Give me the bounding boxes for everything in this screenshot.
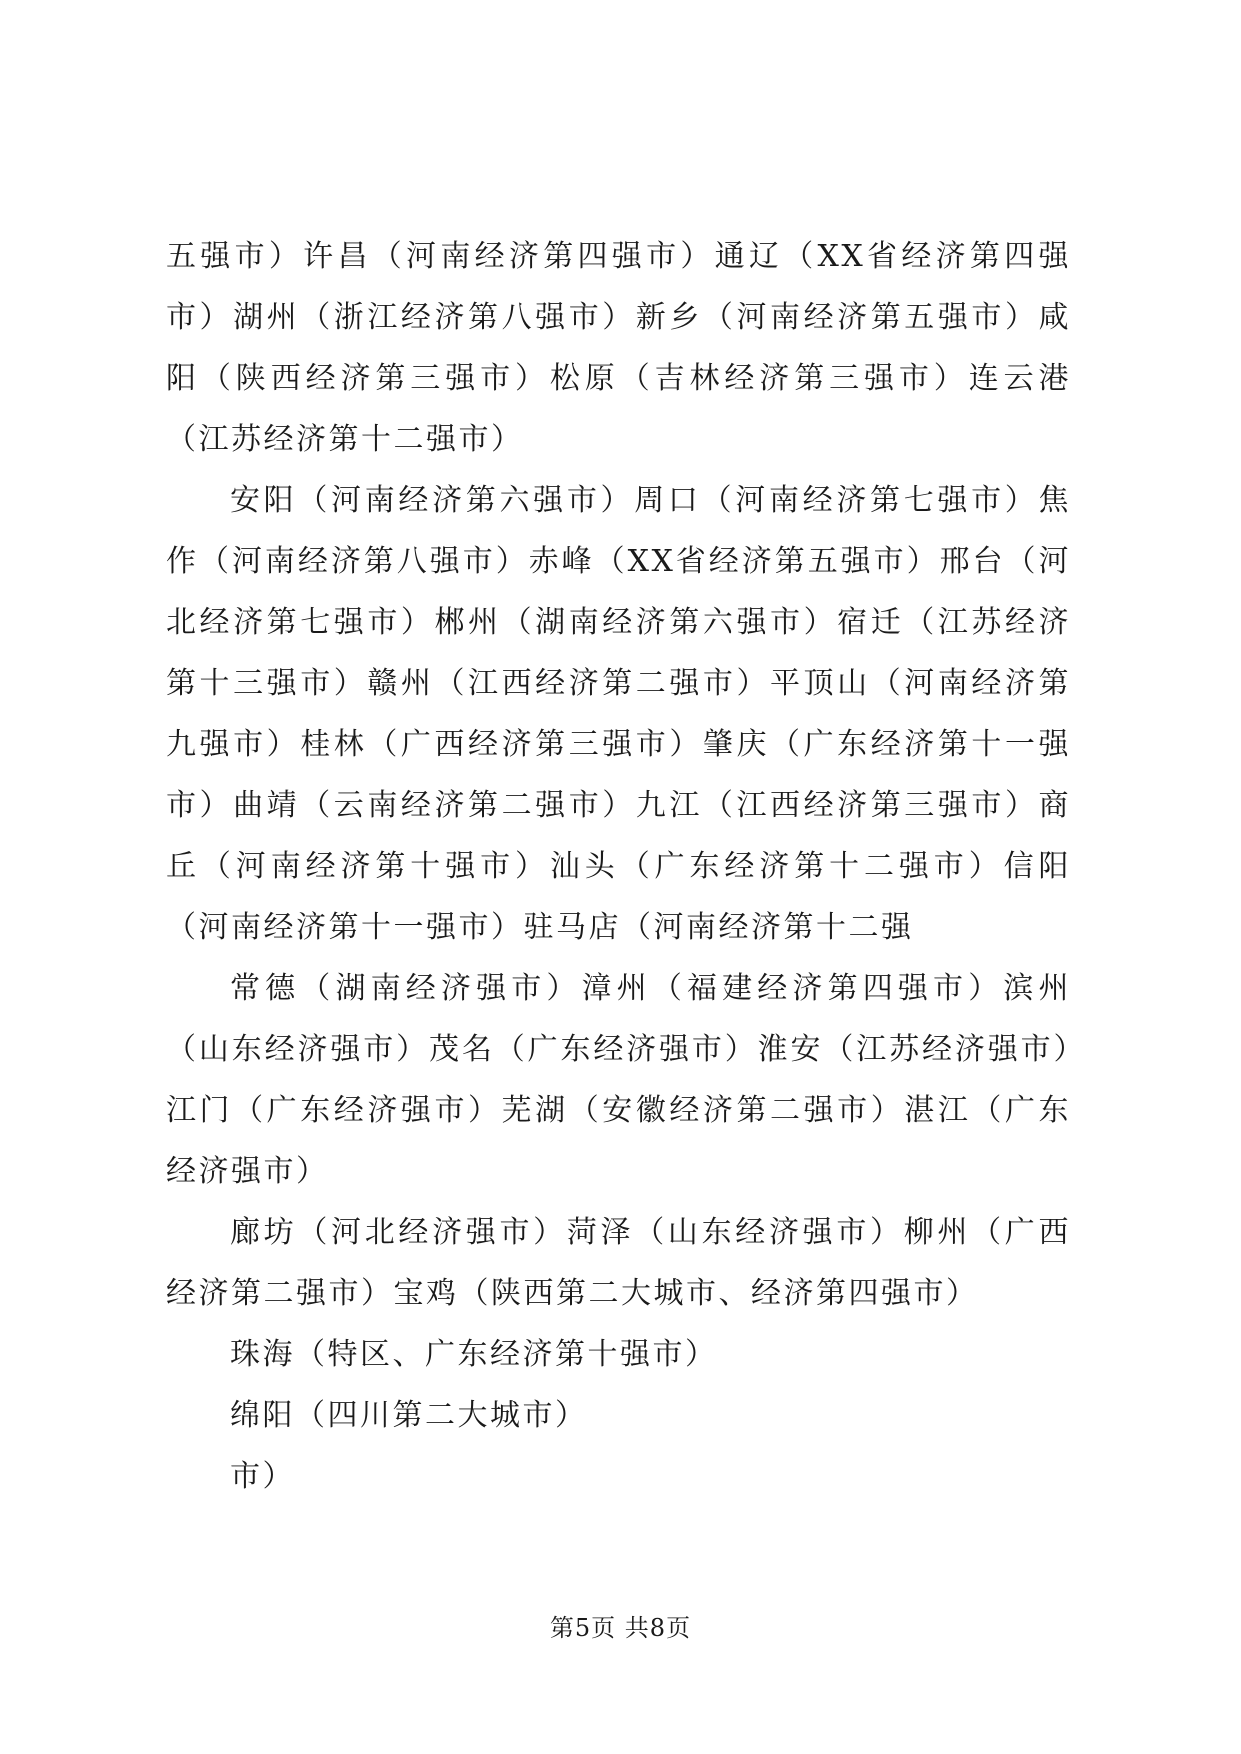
- page-number-footer: 第5页 共8页: [549, 1614, 692, 1642]
- paragraph: 珠海（特区、广东经济第十强市）: [230, 1337, 718, 1372]
- paragraph-continuation: 五强市）许昌（河南经济第四强市）通辽（XX省经济第四强市）湖州（浙江经济第八强市）新乡（河南经济第五强市）咸阳（陕西经济第三强市）松原（吉林经济第三强市）连云港（江苏经济第十二强市）: [166, 239, 1071, 457]
- paragraph: 市）: [230, 1459, 295, 1494]
- paragraph: 绵阳（四川第二大城市）: [230, 1398, 588, 1433]
- document-body: [166, 226, 1071, 1507]
- paragraph: 常德（湖南经济强市）漳州（福建经济第四强市）滨州（山东经济强市）茂名（广东经济强市）淮安（江苏经济强市）江门（广东经济强市）芜湖（安徽经济第二强市）湛江（广东经济强市）: [166, 971, 1071, 1189]
- paragraph: 安阳（河南经济第六强市）周口（河南经济第七强市）焦作（河南经济第八强市）赤峰（XX省经济第五强市）邢台（河北经济第七强市）郴州（湖南经济第六强市）宿迁（江苏经济第十三强市）赣州（江西经济第二强市）平顶山（河南经济第九强市）桂林（广西经济第三强市）肇庆（广东经济第十一强市）曲靖（云南经济第二强市）九江（江西经济第三强市）商丘（河南经济第十强市）汕头（广东经济第十二强市）信阳（河南经济第十一强市）驻马店（河南经济第十二强: [166, 483, 1071, 945]
- paragraph: 廊坊（河北经济强市）菏泽（山东经济强市）柳州（广西经济第二强市）宝鸡（陕西第二大城市、经济第四强市）: [166, 1215, 1071, 1311]
